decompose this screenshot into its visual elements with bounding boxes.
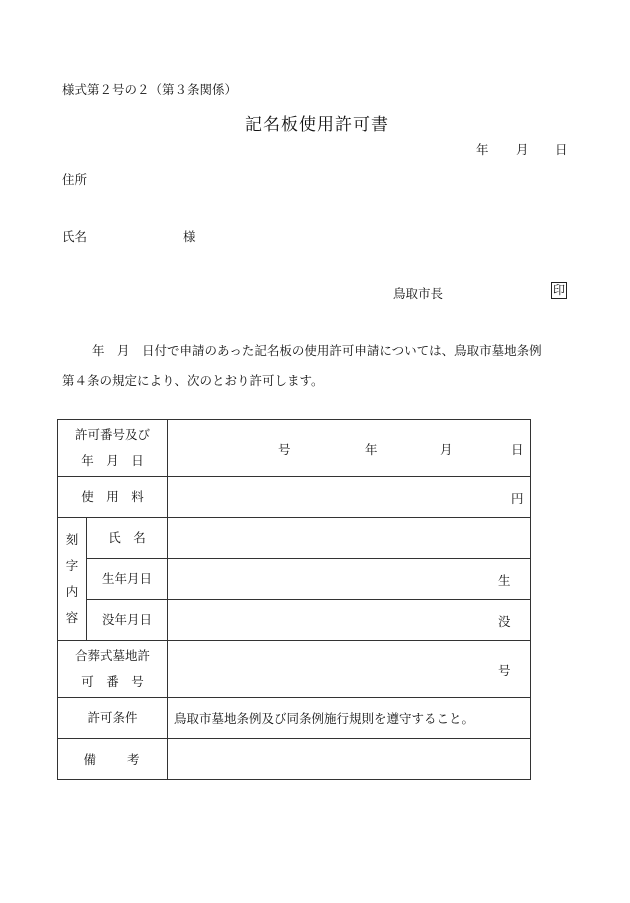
permit-number-value [168, 420, 531, 477]
permit-number-label [58, 420, 168, 477]
issuer: 鳥取市長 [393, 286, 444, 301]
permit-number-year: 年 [365, 442, 378, 457]
joint-grave-permit-value [168, 641, 531, 698]
engraving-label [58, 518, 87, 641]
table-row [58, 600, 531, 641]
document-title: 記名板使用許可書 [245, 115, 389, 135]
engraving-label-char: 刻 [65, 532, 79, 547]
condition-text: 鳥取市墓地条例及び同条例施行規則を遵守すること。 [168, 698, 531, 739]
permit-table [57, 419, 531, 780]
body-text-line-2: 第４条の規定により、次のとおり許可します。 [62, 373, 324, 388]
engraving-birth-value [168, 559, 531, 600]
engraving-birth-suffix: 生 [498, 573, 511, 588]
condition-label: 許可条件 [58, 698, 168, 739]
remarks-value [168, 739, 531, 780]
joint-grave-permit-label [58, 641, 168, 698]
date-year: 年 [476, 142, 489, 157]
address-label: 住所 [62, 172, 88, 187]
fee-value [168, 477, 531, 518]
fee-label: 使 用 料 [58, 477, 168, 518]
engraving-label-char: 字 [65, 558, 79, 573]
table-row [58, 420, 531, 477]
engraving-label-char: 内 [65, 584, 79, 599]
table-row [58, 518, 531, 559]
permit-number-day: 日 [511, 442, 524, 457]
permit-number-label-line-2: 年 月 日 [81, 453, 144, 468]
permit-number-month: 月 [440, 442, 453, 457]
table-row [58, 477, 531, 518]
name-label: 氏名 [62, 229, 88, 244]
form-number: 様式第２号の２（第３条関係） [62, 82, 238, 97]
table-row [58, 739, 531, 780]
seal-mark: 印 [553, 283, 566, 297]
remarks-label: 備 考 [58, 739, 168, 780]
engraving-name-label: 氏 名 [87, 518, 168, 559]
engraving-birth-label: 生年月日 [87, 559, 168, 600]
engraving-name-value [168, 518, 531, 559]
joint-grave-permit-suffix: 号 [498, 663, 511, 678]
date-day: 日 [555, 142, 568, 157]
engraving-death-value [168, 600, 531, 641]
permit-number-label-line-1: 許可番号及び [75, 427, 151, 442]
date-month: 月 [516, 142, 529, 157]
engraving-label-char: 容 [65, 610, 79, 625]
permit-number-go: 号 [278, 442, 291, 457]
engraving-death-label: 没年月日 [87, 600, 168, 641]
joint-grave-permit-label-line-1: 合葬式墓地許 [75, 648, 151, 663]
table-row [58, 698, 531, 739]
body-text-line-1: 年 月 日付で申請のあった記名板の使用許可申請については、鳥取市墓地条例 [92, 343, 542, 358]
table-row [58, 559, 531, 600]
name-suffix: 様 [183, 229, 196, 244]
table-row [58, 641, 531, 698]
engraving-death-suffix: 没 [498, 614, 511, 629]
joint-grave-permit-label-line-2: 可 番 号 [81, 674, 144, 689]
fee-unit: 円 [511, 491, 524, 506]
